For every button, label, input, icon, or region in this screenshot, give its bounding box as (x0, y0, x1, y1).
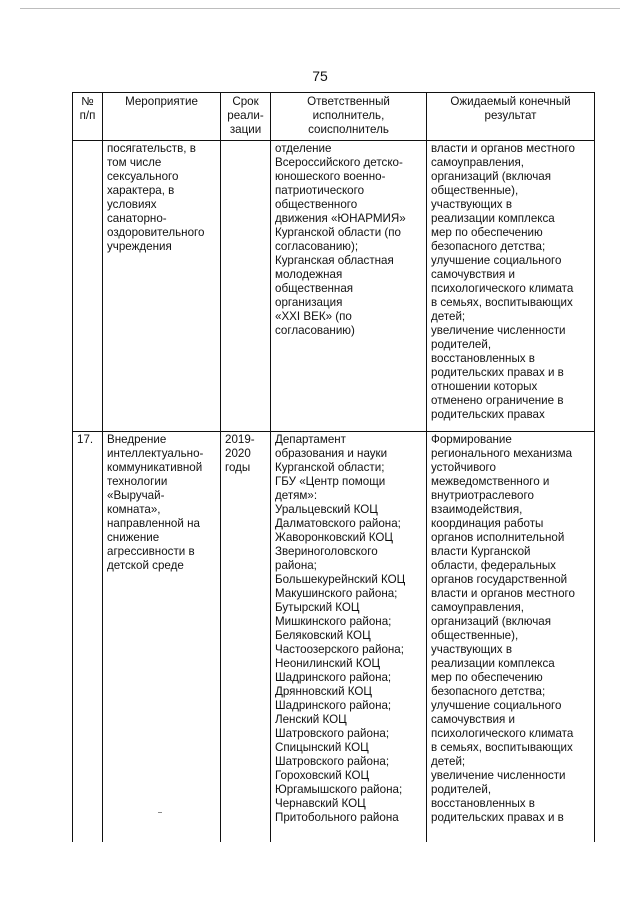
cell-responsible: отделение Всероссийского детско- юношеского военно- патриотического общественного движения «ЮНАРМИЯ» Курганской области (по согласованию); Курганская областная молодежная общественная организация «XXI ВЕК» (по согласованию) (271, 141, 427, 432)
action-plan-table (72, 92, 595, 842)
table-header-row (73, 93, 595, 141)
cell-event: посягательств, в том числе сексуального характера, в условиях санаторно- оздоровительного учреждения (103, 141, 221, 432)
cell-responsible: Департамент образования и науки Курганской области; ГБУ «Центр помощи детям»: Уральцевский КОЦ Далматовского района; Жаворонковский КОЦ Звериноголовского района; Большекурейнский КОЦ Макушинского района; Бутырский КОЦ Мишкинского района; Беляковский КОЦ Частоозерского района; Неонилинский КОЦ Шадринского района; Дрянновский КОЦ Шадринского района; Ленский КОЦ Шатровского района; Спицынский КОЦ Шатровского района; Гороховский КОЦ Юргамышского района; Чернавский КОЦ Притобольного района (271, 432, 427, 843)
cell-num (73, 141, 103, 432)
cell-result: власти и органов местного самоуправления, организаций (включая общественные), участвующих в реализации комплекса мер по обеспечению безопасного детства; улучшение социального самочувствия и психологического климата в семьях, воспитывающих детей; увеличение численности родителей, восстановленных в родительских правах и в отношении которых отменено ограничение в родительских правах (427, 141, 595, 432)
table-row-continuation (73, 141, 595, 432)
cell-event: Внедрение интеллектуально- коммуникативной технологии «Выручай- комната», направленной на снижение агрессивности в детской среде (103, 432, 221, 843)
page-number: 75 (312, 68, 328, 84)
header-result: Ожидаемый конечный результат (427, 93, 595, 141)
scan-mark (158, 812, 162, 813)
cell-result: Формирование регионального механизма устойчивого межведомственного и внутриотраслевого взаимодействия, координация работы органов исполнительной власти Курганской области, федеральных органов государственной власти и органов местного самоуправления, организаций (включая общественные), участвующих в реализации комплекса мер по обеспечению безопасного детства; улучшение социального самочувствия и психологического климата в семьях, воспитывающих детей; увеличение численности родителей, восстановленных в родительских правах и в (427, 432, 595, 843)
header-num: № п/п (73, 93, 103, 141)
cell-num: 17. (73, 432, 103, 843)
scan-top-line (20, 8, 620, 9)
header-term: Срок реали- зации (221, 93, 271, 141)
cell-term: 2019- 2020 годы (221, 432, 271, 843)
header-event: Мероприятие (103, 93, 221, 141)
header-responsible: Ответственный исполнитель, соисполнитель (271, 93, 427, 141)
cell-term (221, 141, 271, 432)
table-row-17 (73, 432, 595, 843)
